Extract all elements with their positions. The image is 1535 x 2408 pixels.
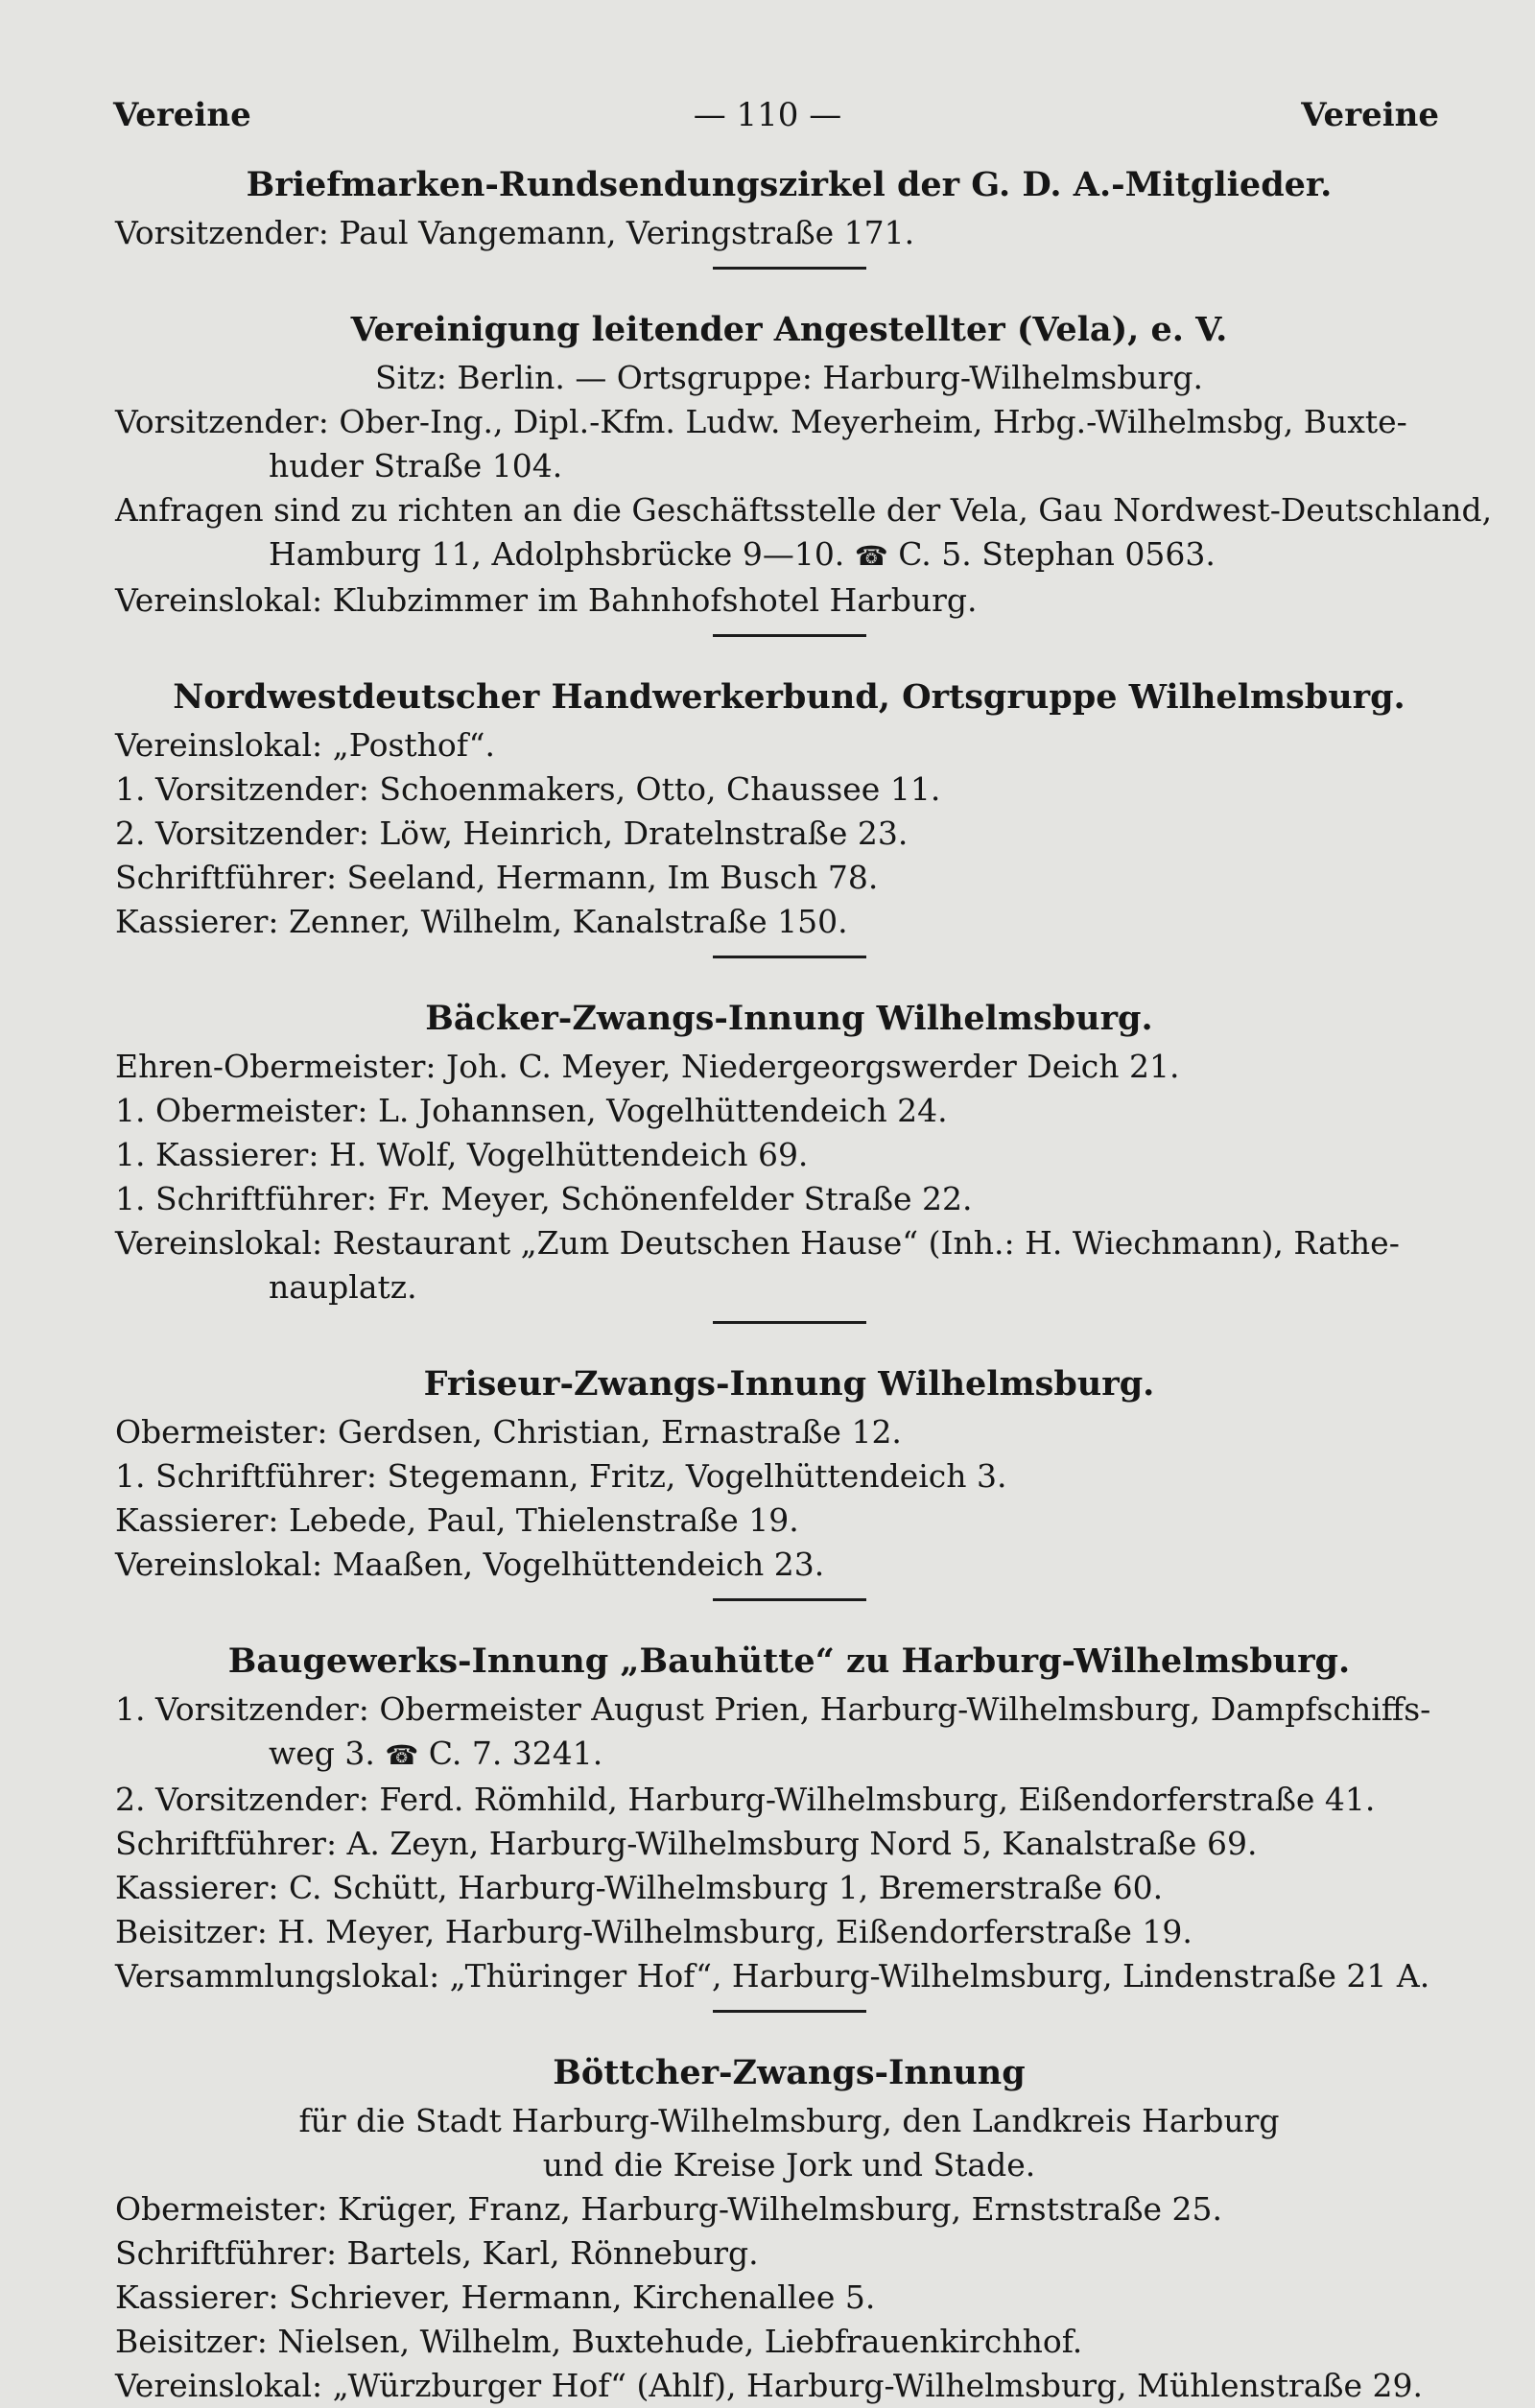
entry-line: 1. Schriftführer: Stegemann, Fritz, Vogelhüttendeich 3. — [115, 1457, 1007, 1495]
entry-line: 1. Vorsitzender: Schoenmakers, Otto, Chaussee 11. — [115, 770, 941, 808]
section-title: Vereinigung leitender Angestellter (Vela), e. V. — [350, 310, 1228, 349]
entry-line: Kassierer: Lebede, Paul, Thielenstraße 19. — [115, 1501, 799, 1539]
section-divider — [713, 2010, 866, 2013]
entry-text: weg 3. — [269, 1735, 375, 1772]
section-title: Bäcker-Zwangs-Innung Wilhelmsburg. — [425, 999, 1153, 1038]
entry-line: Vereinslokal: „Posthof“. — [115, 726, 495, 764]
entry-line: 1. Obermeister: L. Johannsen, Vogelhüttendeich 24. — [115, 1092, 948, 1129]
entry-line: Vorsitzender: Paul Vangemann, Veringstraße 171. — [115, 214, 915, 251]
entry-line: 1. Vorsitzender: Obermeister August Prien, Harburg-Wilhelmsburg, Dampfschiffs- — [115, 1690, 1431, 1728]
entry-line: Vereinslokal: Restaurant „Zum Deutschen Hause“ (Inh.: H. Wiechmann), Rathe- — [115, 1224, 1400, 1262]
page-number: — 110 — — [693, 96, 842, 134]
section-divider — [713, 267, 866, 270]
entry-line: 1. Schriftführer: Fr. Meyer, Schönenfelder Straße 22. — [115, 1180, 973, 1217]
entry-line: 2. Vorsitzender: Ferd. Römhild, Harburg-Wilhelmsburg, Eißendorferstraße 41. — [115, 1781, 1376, 1818]
phone-number: C. 5. Stephan 0563. — [898, 535, 1216, 573]
section-friseur-innung — [115, 1360, 1463, 1587]
entry-line: Anfragen sind zu richten an die Geschäftsstelle der Vela, Gau Nordwest-Deutschland, — [115, 491, 1493, 529]
section-title: Briefmarken-Rundsendungszirkel der G. D. A.-Mitglieder. — [246, 165, 1333, 204]
running-header-right: Vereine — [1301, 96, 1439, 134]
entry-line-continuation: nauplatz. — [269, 1268, 417, 1306]
section-divider — [713, 956, 866, 958]
section-subtitle: für die Stadt Harburg-Wilhelmsburg, den Landkreis Harburg — [298, 2102, 1280, 2139]
phone-icon: ☎ — [385, 1739, 419, 1771]
entry-line: Vorsitzender: Ober-Ing., Dipl.-Kfm. Ludw. Meyerheim, Hrbg.-Wilhelmsbg, Buxte- — [115, 403, 1407, 440]
section-baugewerks-innung — [115, 1638, 1463, 1998]
section-baecker-innung — [115, 995, 1463, 1310]
entry-line: Vereinslokal: Klubzimmer im Bahnhofshotel Harburg. — [115, 581, 978, 619]
entry-line: Schriftführer: Bartels, Karl, Rönneburg. — [115, 2234, 759, 2272]
entry-line: Versammlungslokal: „Thüringer Hof“, Harburg-Wilhelmsburg, Lindenstraße 21 A. — [115, 1957, 1430, 1995]
section-subtitle: und die Kreise Jork und Stade. — [542, 2146, 1036, 2184]
section-divider — [713, 1321, 866, 1324]
section-title: Böttcher-Zwangs-Innung — [553, 2053, 1026, 2092]
entry-line: 1. Kassierer: H. Wolf, Vogelhüttendeich 69. — [115, 1136, 809, 1173]
section-divider — [713, 1598, 866, 1601]
entry-line: Beisitzer: Nielsen, Wilhelm, Buxtehude, Liebfrauenkirchhof. — [115, 2323, 1083, 2360]
entry-line-continuation: huder Straße 104. — [269, 447, 563, 484]
section-handwerkerbund — [115, 673, 1463, 944]
entry-line: Kassierer: C. Schütt, Harburg-Wilhelmsburg 1, Bremerstraße 60. — [115, 1869, 1164, 1906]
section-vela — [115, 306, 1493, 623]
entry-line: Kassierer: Zenner, Wilhelm, Kanalstraße 150. — [115, 903, 848, 940]
entry-text: Hamburg 11, Adolphsbrücke 9—10. — [269, 535, 845, 573]
section-briefmarken — [115, 161, 1463, 255]
entry-line: Obermeister: Gerdsen, Christian, Ernastraße 12. — [115, 1413, 902, 1451]
section-divider — [713, 634, 866, 637]
entry-line-continuation — [115, 1732, 1463, 1778]
entry-line: Beisitzer: H. Meyer, Harburg-Wilhelmsburg, Eißendorferstraße 19. — [115, 1913, 1193, 1950]
entry-line: Ehren-Obermeister: Joh. C. Meyer, Niedergeorgswerder Deich 21. — [115, 1048, 1180, 1085]
page-content — [115, 161, 1493, 2408]
running-header-left: Vereine — [113, 96, 251, 134]
section-title: Friseur-Zwangs-Innung Wilhelmsburg. — [423, 1364, 1155, 1404]
section-title: Nordwestdeutscher Handwerkerbund, Ortsgruppe Wilhelmsburg. — [173, 677, 1405, 717]
section-title: Baugewerks-Innung „Bauhütte“ zu Harburg-Wilhelmsburg. — [227, 1641, 1351, 1681]
entry-line: 2. Vorsitzender: Löw, Heinrich, Dratelnstraße 23. — [115, 814, 909, 852]
entry-line: Vereinslokal: „Würzburger Hof“ (Ahlf), Harburg-Wilhelmsburg, Mühlenstraße 29. — [115, 2367, 1423, 2404]
entry-line: Schriftführer: A. Zeyn, Harburg-Wilhelmsburg Nord 5, Kanalstraße 69. — [115, 1825, 1258, 1862]
section-boettcher-innung — [115, 2049, 1463, 2408]
entry-line: Obermeister: Krüger, Franz, Harburg-Wilhelmsburg, Ernststraße 25. — [115, 2190, 1223, 2228]
entry-line: Vereinslokal: Maaßen, Vogelhüttendeich 23. — [115, 1546, 825, 1583]
entry-line-continuation — [115, 532, 1463, 578]
entry-line: Kassierer: Schriever, Hermann, Kirchenallee 5. — [115, 2278, 876, 2316]
entry-line: Schriftführer: Seeland, Hermann, Im Busch 78. — [115, 859, 879, 896]
section-subtitle: Sitz: Berlin. — Ortsgruppe: Harburg-Wilhelmsburg. — [375, 359, 1203, 396]
phone-number: C. 7. 3241. — [428, 1735, 603, 1772]
phone-icon: ☎ — [854, 540, 888, 572]
